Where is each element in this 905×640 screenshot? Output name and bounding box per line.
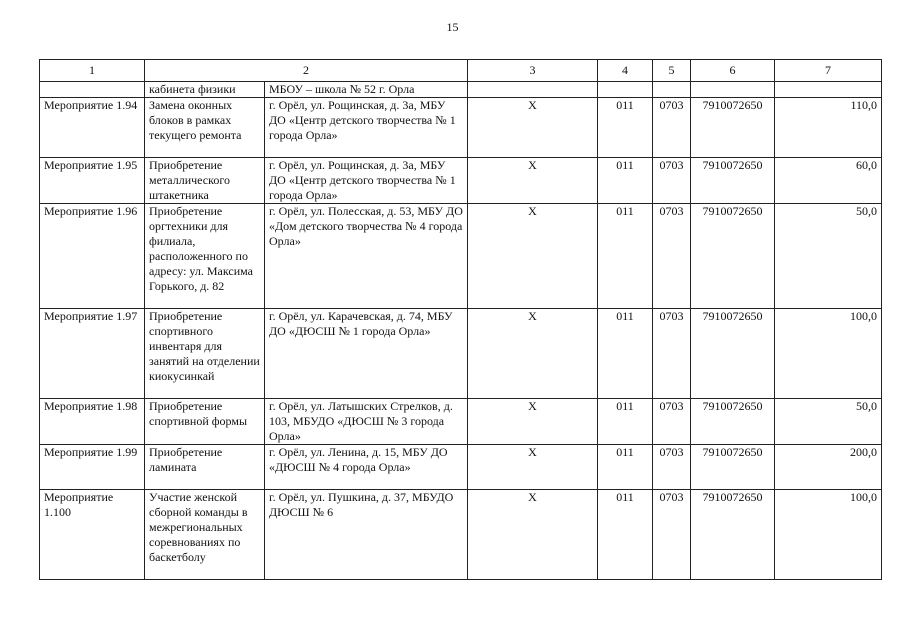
header-row	[40, 60, 882, 82]
cell-address: МБОУ – школа № 52 г. Орла	[265, 82, 468, 98]
cell-address: г. Орёл, ул. Рощинская, д. 3а, МБУ ДО «Центр детского творчества № 1 города Орла»	[265, 158, 468, 204]
cell-c7	[775, 82, 882, 98]
cell-name: Приобретение спортивной формы	[145, 399, 265, 445]
cell-c6: 7910072650	[691, 490, 775, 580]
table-row	[40, 204, 882, 309]
cell-address: г. Орёл, ул. Полесская, д. 53, МБУ ДО «Дом детского творчества № 4 города Орла»	[265, 204, 468, 309]
cell-id: Мероприятие 1.100	[40, 490, 145, 580]
cell-c3: Х	[468, 158, 598, 204]
cell-c5: 0703	[653, 399, 691, 445]
cell-c4: 011	[598, 399, 653, 445]
cell-c4: 011	[598, 98, 653, 158]
header-col-5: 5	[653, 60, 691, 82]
cell-c3: Х	[468, 309, 598, 399]
measures-table	[39, 59, 882, 580]
cell-c5: 0703	[653, 490, 691, 580]
cell-c3: Х	[468, 399, 598, 445]
cell-id: Мероприятие 1.98	[40, 399, 145, 445]
cell-c4: 011	[598, 445, 653, 490]
cell-c6: 7910072650	[691, 98, 775, 158]
cell-id	[40, 82, 145, 98]
header-col-4: 4	[598, 60, 653, 82]
cell-c6: 7910072650	[691, 445, 775, 490]
cell-name: Приобретение спортивного инвентаря для занятий на отделении киокусинкай	[145, 309, 265, 399]
cell-c4: 011	[598, 309, 653, 399]
table-row	[40, 309, 882, 399]
cell-c5: 0703	[653, 204, 691, 309]
header-col-2: 2	[145, 60, 468, 82]
header-col-6: 6	[691, 60, 775, 82]
cell-c7: 50,0	[775, 204, 882, 309]
cell-id: Мероприятие 1.96	[40, 204, 145, 309]
cell-c5: 0703	[653, 445, 691, 490]
cell-id: Мероприятие 1.94	[40, 98, 145, 158]
table-row	[40, 445, 882, 490]
cell-c7: 100,0	[775, 490, 882, 580]
cell-address: г. Орёл, ул. Латышских Стрелков, д. 103, МБУДО «ДЮСШ № 3 города Орла»	[265, 399, 468, 445]
cell-c6: 7910072650	[691, 158, 775, 204]
cell-name: Замена оконных блоков в рамках текущего ремонта	[145, 98, 265, 158]
cell-address: г. Орёл, ул. Ленина, д. 15, МБУ ДО «ДЮСШ № 4 города Орла»	[265, 445, 468, 490]
cell-c5	[653, 82, 691, 98]
cell-name: Приобретение металлического штакетника	[145, 158, 265, 204]
cell-name: Участие женской сборной команды в межрегиональных соревнованиях по баскетболу	[145, 490, 265, 580]
header-col-7: 7	[775, 60, 882, 82]
header-col-3: 3	[468, 60, 598, 82]
cell-c7: 200,0	[775, 445, 882, 490]
cell-c3: Х	[468, 490, 598, 580]
table-row	[40, 399, 882, 445]
cell-name: кабинета физики	[145, 82, 265, 98]
cell-name: Приобретение оргтехники для филиала, расположенного по адресу: ул. Максима Горького, д. 82	[145, 204, 265, 309]
cell-c3: Х	[468, 445, 598, 490]
cell-address: г. Орёл, ул. Карачевская, д. 74, МБУ ДО «ДЮСШ № 1 города Орла»	[265, 309, 468, 399]
cell-c6	[691, 82, 775, 98]
cell-c3: Х	[468, 204, 598, 309]
cell-address: г. Орёл, ул. Пушкина, д. 37, МБУДО ДЮСШ № 6	[265, 490, 468, 580]
table-row	[40, 158, 882, 204]
cell-c4: 011	[598, 490, 653, 580]
cell-c7: 50,0	[775, 399, 882, 445]
cell-c6: 7910072650	[691, 399, 775, 445]
cell-id: Мероприятие 1.97	[40, 309, 145, 399]
cell-c4: 011	[598, 158, 653, 204]
cell-c6: 7910072650	[691, 309, 775, 399]
cell-id: Мероприятие 1.95	[40, 158, 145, 204]
cell-c4: 011	[598, 204, 653, 309]
header-col-1: 1	[40, 60, 145, 82]
cell-c5: 0703	[653, 309, 691, 399]
cell-c6: 7910072650	[691, 204, 775, 309]
cell-name: Приобретение ламината	[145, 445, 265, 490]
cell-c5: 0703	[653, 98, 691, 158]
cell-c7: 110,0	[775, 98, 882, 158]
cell-c5: 0703	[653, 158, 691, 204]
cell-c7: 60,0	[775, 158, 882, 204]
cell-id: Мероприятие 1.99	[40, 445, 145, 490]
continuation-row	[40, 82, 882, 98]
table-row	[40, 490, 882, 580]
cell-c3	[468, 82, 598, 98]
cell-c3: Х	[468, 98, 598, 158]
cell-c7: 100,0	[775, 309, 882, 399]
cell-c4	[598, 82, 653, 98]
page-number: 15	[446, 20, 459, 34]
table-row	[40, 98, 882, 158]
cell-address: г. Орёл, ул. Рощинская, д. 3а, МБУ ДО «Центр детского творчества № 1 города Орла»	[265, 98, 468, 158]
